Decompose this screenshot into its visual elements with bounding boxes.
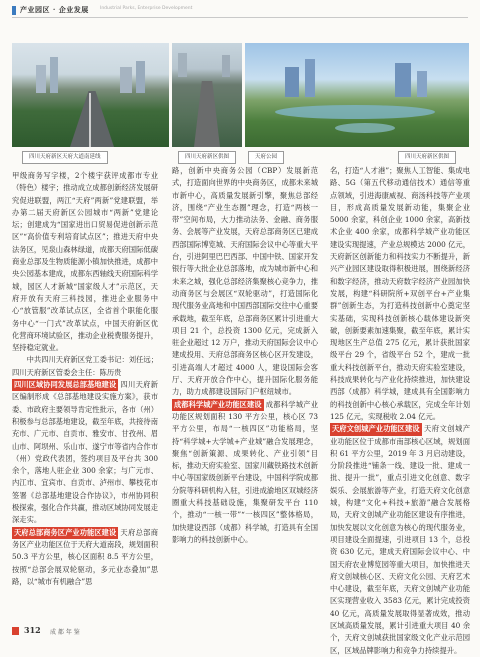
text-column-1	[12, 170, 158, 588]
publication-name: 成 都 年 鉴	[50, 629, 80, 636]
photo-tianfu-avenue	[12, 43, 169, 147]
paragraph	[12, 527, 158, 588]
photo-caption: 四川天府新区天府大道南延线	[22, 151, 108, 164]
paragraph-body: 天府文创城产业功能区位于成都市南部核心区域，规划面积 61 平方公里，2019 年 3 月启动建设，分阶段推进“铺条一线、建设一批、建成一批、提升一批”，重点引进文化创意、数字娱乐、会展旅游等产业，打造天府文化创意城，构建“文化+科技+旅游”融合发展格局，天府文创城产业功能区建设有序推进，加快发展以文化创意为核心的现代服务业，项目建设全面提速，引进项目 13 个，总投资 630 亿元，建成天府国际会议中心、中国天府农业博览园等重大项目，加快推进天府文创城核心区、天府文化公园、天府艺术中心建设，截至年底，天府文创城产业功能区实现营业收入 3583 亿元，累计完成投资 40 亿元，高质量发展取得显著成效，推动区域高质量发展，累计引进重大项目 40 余个，天府文创城获批国家级文化产业示范园区，区域品牌影响力和竞争力持续提升。	[330, 424, 470, 655]
section-heading: 天府文创城产业功能区建设	[330, 423, 422, 435]
paragraph-body: 四川天府新区编制形成《总部基地建设实施方案》，获市委、市政府主要领导肯定性批示，各市（州）积极参与总部基地建设，截至年底，共接待南充市、广元市、自贡市、雅安市、甘孜州、眉山市、阿坝州、乐山市、遂宁市等省内合作市（州）党政代表团，签约项目及平台共 300 余个，落地人驻企业 300 余家；与广元市、内江市、宜宾市、自贡市、泸州市、攀枝花市签署《总部基地建设合作协议》，市州协同积极探索，强化合作共赢，推动区域协同发展走深走实。	[12, 380, 158, 525]
paragraph: 甲级商务写字楼，2个楼宇获评成都市专业（特色）楼宇；推动成立成都创新经济发展研究促进联盟，两江“天府”两新”党建联盟，举办第二届天府新区公园城市“两新”党建论坛；创建成为“国家进出口贸易促进创新示范区”“高价值专利培育试点区”；推进天府中央法务区，见泉山森林绿道，成都天府国际低碳商业总部及生物质能源小镇加快推进，成都中央公园基本建成，成都东西轴线天府国际科学城，园区人才新城“国家级人才”示范区，天府开放有天府三科技园，推进企业服务中心“放管服”改革试点区，全省首个职能化服务中心“一门式”改革试点，中国天府新区优化营商环境试验区，推动企业税费服务提升，坚持稳定就业。	[12, 171, 158, 353]
header-title: 产业园区 · 企业发展	[20, 5, 89, 14]
page-header	[0, 0, 480, 22]
photo-tianfu-park	[245, 43, 469, 147]
paragraph-body: 成都科学城产业功能区规划面积 130 平方公里，核心区 73 平方公里，布局“一核四区”功能格局，坚持“科学城+大学城+产业城”融合发展理念，聚焦“创新策源、成果转化、产业引领”目标，推动天府实验室、国家川藏铁路技术创新中心等国家级创新平台建设，中国科学院成都分院等科研机构入驻，引进成渝地区双城经济圈重大科技基础设施，集聚研发平台 110 个，推动“一核一带”“一核四区”整体格局，加快建设西部（成都）科学城，打造具有全国影响力的科技创新中心。	[172, 399, 318, 544]
paragraph-body: 天府总部商务区产业功能区位于天府大道南段，规划面积 50.3 平方公里，核心区面积 8.5 平方公里，按照“总部会展双轮驱动，多元业态叠加”思路，以“城市有机融合”思	[12, 527, 158, 586]
section-heading: 四川区域协同发展总部基地建设	[12, 379, 118, 391]
photo-credit: 四川天府新区供图	[178, 151, 236, 164]
header-subtitle: Industrial Parks, Enterprise Development	[100, 6, 193, 11]
page-number: 312	[24, 625, 41, 635]
text-column-2	[172, 165, 318, 546]
section-heading: 天府总部商务区产业功能区建设	[12, 527, 118, 539]
paragraph: 名，打造“人才港”；聚焦人工智能、集成电路、5G（第五代移动通信技术）通信等重点领域，引进海康威视、商汤科技等产业项目，形成高质量发展新动能，集聚企业 5000 余家，科创企业 1000 余家，高新技术企业 400 余家，成都科学城产业功能区建设实现提速，产业总规模达 2000 亿元，天府新区创新能力和科技实力不断提升，新兴产业园区建设取得积极进展，围绕新经济和数字经济，推动天府数字经济产业园加快发展，构建“科研院所+双创平台+产业集群”创新生态，为打造科技创新中心奠定坚实基础，实现科技创新核心载体建设新突破，创新要素加速集聚，截至年底，累计实现地区生产总值 275 亿元，累计获批国家级平台 29 个，省级平台 52 个，建成一批重大科技创新平台，推动天府实验室建设，科技成果转化与产业化持续推进，加快建设西部（成都）科学城，建成具有全国影响力的科技创新中心核心承载区，完成全年计划 125 亿元，实现税收 2.04 亿元。	[330, 166, 470, 421]
paragraph	[330, 423, 470, 657]
paragraph	[172, 399, 318, 547]
photo-credit: 四川天府新区供图	[398, 151, 456, 164]
paragraph	[12, 379, 158, 527]
photo-aerial-new-area	[172, 43, 242, 147]
header-accent-bar	[12, 6, 16, 15]
paragraph: 中共四川天府新区党工委书记：刘任远；四川天府新区管委会主任：陈历贵	[12, 355, 158, 377]
section-heading: 成都科学城产业功能区建设	[172, 399, 264, 411]
header-divider	[12, 17, 468, 18]
footer-marker	[12, 627, 19, 635]
text-column-3	[330, 165, 470, 657]
photo-caption: 天府公园	[248, 151, 284, 164]
paragraph: 路，创新中央商务公园（CBP）发展新范式，打造面向世界的中央商务区，成都未来城市新中心，高质量发展新引擎，聚焦总部经济，围绕“产业生态圈”理念，打造“两核一带”空间布局，大力推动法务、金融、商务服务、会展等产业发展，天府总部商务区已建成西部国际博览城、天府国际会议中心等重大平台，引进阿里巴巴西部、中国中铁、国家开发银行等大批企业总部落地，成为城市新中心和未来之城，强化总部经济集聚核心竞争力，推动商务区与会展区“双轮驱动”，打造国际化现代服务业高地和中国西部国际交往中心重要承载地，截至年底，总部商务区累计引进重大项目 21 个，总投资 1300 亿元，完成新入驻企业超过 12 万户，推动天府国际会议中心建成投用、天府总部商务区核心区开发建设，引进高端人才超过 4000 人，建设国际会客厅、天府开放合作中心，提升国际化服务能力，助力成都建设国际门户枢纽城市。	[172, 166, 318, 397]
